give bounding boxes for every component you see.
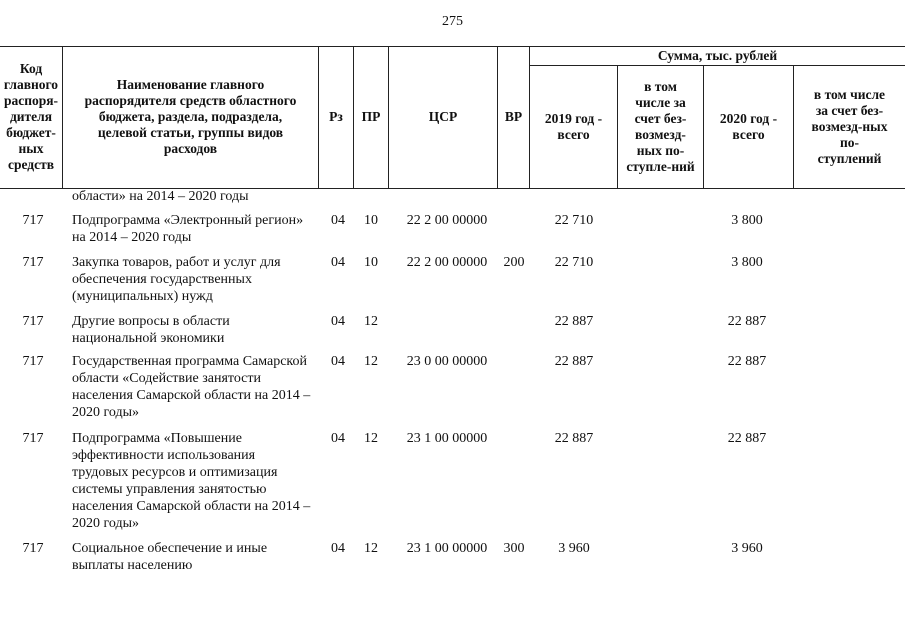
cell-2020-total: 22 887 bbox=[727, 354, 767, 369]
cell-2019-total: 3 960 bbox=[558, 541, 590, 556]
cell-csr: 22 2 00 00000 bbox=[406, 213, 488, 228]
cell-2020-total: 3 800 bbox=[731, 255, 763, 270]
cell-pr: 12 bbox=[364, 431, 378, 446]
cell-code: 717 bbox=[22, 314, 44, 329]
cell-vr: 300 bbox=[503, 541, 525, 556]
cell-name: Подпрограмма «Электронный регион» на 2014 – 2020 годы bbox=[72, 213, 304, 245]
cell-name: Другие вопросы в области национальной экономики bbox=[72, 314, 230, 346]
cell-2019-total: 22 887 bbox=[554, 431, 594, 446]
cell-rz: 04 bbox=[331, 255, 345, 270]
cell-code: 717 bbox=[22, 431, 44, 446]
header-2019-total: 2019 год - всего bbox=[544, 111, 603, 142]
cell-2019-total: 22 887 bbox=[554, 354, 594, 369]
cell-name: Подпрограмма «Повышение эффективности использования трудовых ресурсов и оптимизация системы управления занятостью населения Самарской области на 2014 – 2020 годы» bbox=[72, 431, 311, 531]
cell-name: Государственная программа Самарской области «Содействие занятости населения Самарской области на 2014 – 2020 годы» bbox=[72, 354, 311, 420]
cell-pr: 12 bbox=[364, 541, 378, 556]
cell-rz: 04 bbox=[331, 541, 345, 556]
cell-rz: 04 bbox=[331, 314, 345, 329]
cell-code: 717 bbox=[22, 541, 44, 556]
header-name: Наименование главного распорядителя средств областного бюджета, раздела, подраздела, целевой статьи, группы видов расходов bbox=[84, 77, 297, 156]
cell-pr: 10 bbox=[364, 213, 378, 228]
cell-2020-total: 3 960 bbox=[731, 541, 763, 556]
cell-vr: 200 bbox=[503, 255, 525, 270]
cell-2020-total: 3 800 bbox=[731, 213, 763, 228]
cell-rz: 04 bbox=[331, 354, 345, 369]
cell-code: 717 bbox=[22, 354, 44, 369]
header-2020-free: в том числе за счет без-возмезд-ных по-ступлений bbox=[811, 87, 888, 166]
header-sum: Сумма, тыс. рублей bbox=[657, 47, 778, 63]
cell-csr: 23 0 00 00000 bbox=[406, 354, 488, 369]
cell-2019-total: 22 710 bbox=[554, 255, 594, 270]
header-rz: Рз bbox=[329, 109, 343, 124]
cell-name: Социальное обеспечение и иные выплаты населению bbox=[72, 541, 268, 573]
cell-rz: 04 bbox=[331, 431, 345, 446]
header-vr: ВР bbox=[504, 109, 523, 124]
cell-csr: 23 1 00 00000 bbox=[406, 541, 488, 556]
cell-name: Закупка товаров, работ и услуг для обеспечения государственных (муниципальных) нужд bbox=[72, 255, 281, 304]
page-number: 275 bbox=[442, 14, 463, 29]
cell-2020-total: 22 887 bbox=[727, 314, 767, 329]
table-header bbox=[0, 46, 905, 188]
cell-code: 717 bbox=[22, 213, 44, 228]
header-2019-free: в том числе за счет без-возмезд-ных по-ступле-ний bbox=[626, 79, 695, 174]
header-csr: ЦСР bbox=[428, 109, 458, 124]
cell-pr: 10 bbox=[364, 255, 378, 270]
cell-rz: 04 bbox=[331, 213, 345, 228]
header-pr: ПР bbox=[361, 109, 381, 124]
cell-pr: 12 bbox=[364, 314, 378, 329]
cell-2019-total: 22 887 bbox=[554, 314, 594, 329]
cell-name: области» на 2014 – 2020 годы bbox=[72, 189, 249, 204]
cell-code: 717 bbox=[22, 255, 44, 270]
cell-csr: 22 2 00 00000 bbox=[406, 255, 488, 270]
cell-csr: 23 1 00 00000 bbox=[406, 431, 488, 446]
header-2020-total: 2020 год - всего bbox=[719, 111, 778, 142]
cell-pr: 12 bbox=[364, 354, 378, 369]
header-code: Код главного распоря-дителя бюджет-ных средств bbox=[3, 61, 59, 172]
cell-2020-total: 22 887 bbox=[727, 431, 767, 446]
cell-2019-total: 22 710 bbox=[554, 213, 594, 228]
